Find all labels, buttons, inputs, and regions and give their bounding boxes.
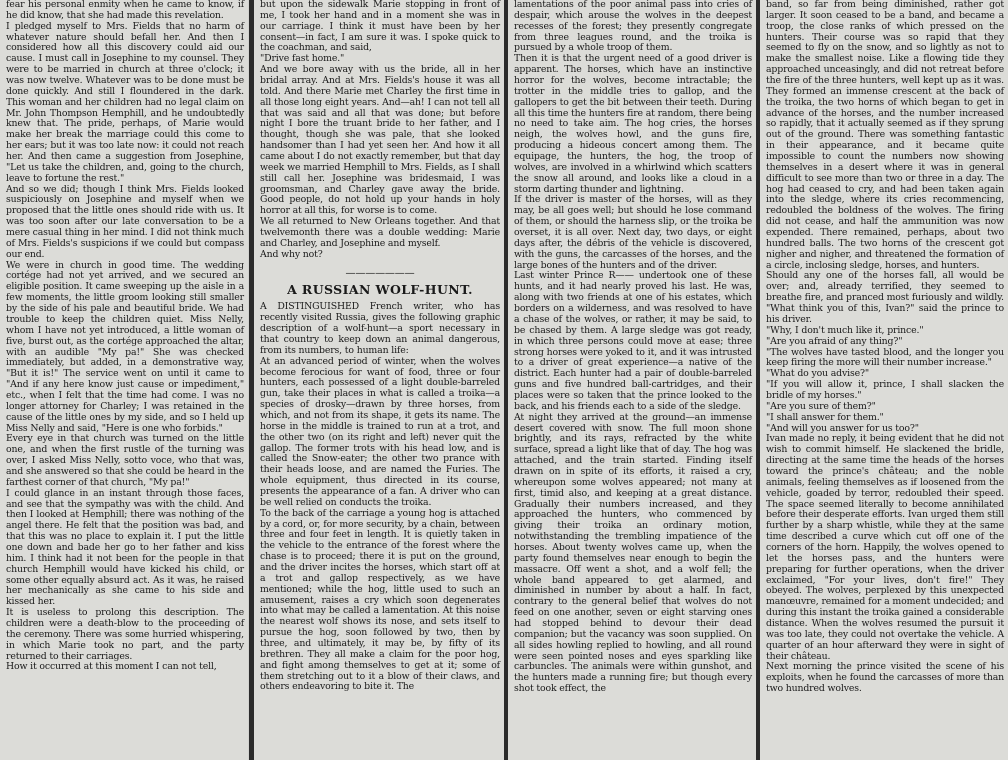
paragraph: "What think you of this, Ivan?" said the prince to his driver. bbox=[766, 303, 1004, 325]
paragraph: "Are you sure of them?" bbox=[766, 400, 876, 412]
paragraph: Every eye in that church was turned on the little one, and when the first rustle of the turning was over, I asked Miss Nelly, sotto voce, who that was, and she answered so that she could be heard in the farthest corner of that church, "My pa!" bbox=[6, 433, 244, 488]
section-divider: ——————— bbox=[345, 267, 415, 279]
paragraph: Should any one of the horses fall, all would be over; and, already terrified, they seemed to breathe fire, and pranced most furiously and wildly. bbox=[766, 270, 1004, 304]
paragraph: And why not? bbox=[260, 248, 323, 260]
paragraph: We were in church in good time. The wedding cortége had not yet arrived, and we secured an eligible position. It came sweeping up the aisle in a few moments, the little groom looking still smaller by the side of his pale and beautiful bride. We had trouble to keep the children quiet. Miss Nelly, whom I have not yet introduced, a little woman of five, burst out, as the cortége approached the altar, with an audible "My pa!" She was checked immediately, but added, in a demonstrative way, "But it is!" The service went on until it came to "And if any here know just cause or impediment," etc., when I felt that the time had come. I was no longer attorney for Charley; I was retained in the cause of the little ones by my side, and so I held up Miss Nelly and said, "Here is one who forbids." bbox=[6, 259, 244, 434]
paragraph: Last winter Prince R—— undertook one of these hunts, and it had nearly proved his last. He was, along with two friends at one of his estates, which borders on a wilderness, and was resolved to have a chase of the wolves, or rather, it may be said, to be chased by them. A large sledge was got ready, in which three persons could move at ease; three strong horses were yoked to it, and it was intrusted to a driver of great experience—a native of the district. Each hunter had a pair of double-barreled guns and five hundred ball-cartridges, and their places were so taken that the prince looked to the back, and his friends each to a side of the sledge. bbox=[514, 270, 752, 412]
paragraph: fear his personal enmity when he came to know, if he did know, that she had made this revelation. bbox=[6, 0, 244, 21]
paragraph: If the driver is master of the horses, will as they may, be all goes well; but should he lose command of them, or should the harness slip, or the troika be overset, it is all over. Next day, two days, or eight days after, the débris of the vehicle is discovered, with the guns, the carcasses of the horses, and the large bones of the hunters and of the driver. bbox=[514, 194, 752, 271]
paragraph: To the back of the carriage a young hog is attached by a cord, or, for more security, by a chain, between three and four feet in length. It is quietly taken in the vehicle to the entrance of the forest where the chase is to proceed; there it is put on the ground, and the driver incites the horses, which start off at a trot and gallop respectively, as we have mentioned; while the hog, little used to such an amusement, raises a cry which soon degenerates into what may be called a lamentation. At this noise the nearest wolf shows its nose, and sets itself to pursue the hog, soon followed by two, then by three, and ultimately, it may be, by fifty of its brethren. They all make a claim for the poor hog, and fight among themselves to get at it; some of them stretching out to it a blow of their claws, and others endeavoring to bite it. The bbox=[260, 507, 500, 693]
paragraph: It is useless to prolong this description. The children were a death-blow to the proceeding of the ceremony. There was some hurried whispering, in which Marie took no part, and the party returned to their carriages. bbox=[6, 607, 244, 662]
paragraph: At night they arrived at the ground—an immense desert covered with snow. The full moon shone brightly, and its rays, refracted by the white surface, spread a light like that of day. The hog was attached, and the train started. Finding itself drawn on in spite of its efforts, it raised a cry, whereupon some wolves appeared; not many at first, timid also, and keeping at a great distance. Gradually their numbers increased, and they approached the hunters, who commenced by giving their troika an ordinary motion, notwithstanding the trembling impatience of the horses. About twenty wolves came up, when the party found themselves near enough to begin the massacre. Off went a shot, and a wolf fell; the whole band appeared to get alarmed, and diminished in number by about a half. In fact, contrary to the general belief that wolves do not feed on one another, seven or eight starving ones had stopped behind to devour their dead companion; but the vacancy was soon supplied. On all sides howling replied to howling, and all round were seen pointed noses and eyes sparkling like carbuncles. The animals were within gunshot, and the hunters made a running fire; but though every shot took effect, the bbox=[514, 411, 752, 695]
column-2 bbox=[254, 0, 504, 760]
column-3-text bbox=[508, 0, 756, 695]
column-3 bbox=[508, 0, 756, 760]
paragraph: band, so far from being diminished, rather got larger. It soon ceased to be a band, and became a troop, the close ranks of which pressed on the hunters. Their course was so rapid that they seemed to fly on the snow, and so lightly as not to make the smallest noise. Like a flowing tide they approached unceasingly, and did not retreat before the fire of the three hunters, well kept up as it was. They formed an immense crescent at the back of the troika, the two horns of which began to get in advance of the horses, and the number increased so rapidly, that it actually seemed as if they sprung out of the ground. There was something fantastic in their appearance, and it became quite impossible to count the numbers now showing themselves in a desert where it was in general difficult to see more than two or three in a day. The hog had ceased to cry, and had been taken again into the sledge, where its cries recommencing, redoubled the boldness of the wolves. The firing did not cease, and half the ammunition was now expended. There remained, perhaps, about two hundred balls. The two horns of the crescent got nigher and nigher, and threatened the formation of a circle, inclosing sledge, horses, and hunters. bbox=[766, 0, 1004, 271]
paragraph: "I shall answer for them." bbox=[766, 411, 884, 423]
paragraph: Ivan made no reply, it being evident that he did not wish to commit himself. He slackened the bridle, directing at the same time the heads of the horses toward the prince's château; and the noble animals, feeling themselves as if loosened from the vehicle, goaded by terror, redoubled their speed. The space seemed literally to become annihilated before their desperate efforts. Ivan urged them still further by a sharp whistle, while they at the same time described a curve which cut off one of the corners of the horn. Happily, the wolves opened to let the horses pass, and the hunters were preparing for further operations, when the driver exclaimed, "For your lives, don't fire!" They obeyed. The wolves, perplexed by this unexpected manœuvre, remained for a moment undecided; and during this instant the troika gained a considerable distance. When the wolves resumed the pursuit it was too late, they could not overtake the vehicle. A quarter of an hour afterward they were in sight of their château. bbox=[766, 433, 1004, 662]
paragraph: I pledged myself to Mrs. Fields that no harm of whatever nature should befall her. And then I considered how all this discovery could aid our cause. I must call in Josephine to my counsel. They were to be married in church at three o'clock; it was now twelve. Whatever was to be done must be done quickly. And still I floundered in the dark. This woman and her children had no legal claim on Mr. John Thompson Hemphill, and he undoubtedly knew that. The pride, perhaps, of Marie would make her break the marriage could this come to her ears; but it was too late now: it could not reach her. And then came a suggestion from Josephine, "Let us take the children, and, going to the church, leave to fortune the rest." bbox=[6, 20, 244, 184]
paragraph: We all returned to New Orleans together. And that twelvemonth there was a double wedding: Marie and Charley, and Josephine and myself. bbox=[260, 216, 500, 249]
column-4-text bbox=[760, 0, 1008, 695]
paragraph: I could glance in an instant through those faces, and see that the sympathy was with the child. And then I looked at Hemphill; there was nothing of the angel there. He felt that the position was bad, and that this was no place to explain it. I put the little one down and bade her go to her father and kiss him. I think had it not been for the people in that church Hemphill would have kicked his child, or some other equally absurd act. As it was, he raised her mechanically as she came to his side and kissed her. bbox=[6, 487, 244, 608]
paragraph: A DISTINGUISHED French writer, who has recently visited Russia, gives the following graphic description of a wolf-hunt—a sport necessary in that country to keep down an animal dangerous, from its numbers, to human life: bbox=[260, 301, 500, 356]
paragraph: Next morning the prince visited the scene of his exploits, when he found the carcasses of more than two hundred wolves. bbox=[766, 661, 1004, 695]
paragraph: lamentations of the poor animal pass into cries of despair, which arouse the wolves in the deepest recesses of the forest; they presently congregate from three leagues round, and the troika is pursued by a whole troop of them. bbox=[514, 0, 752, 54]
paragraph: And so we did; though I think Mrs. Fields looked suspiciously on Josephine and myself when we proposed that the little ones should ride with us. It was too soon after our late conversation to be a mere casual thing in her mind. I did not think much of Mrs. Fields's suspicions if we could but compass our end. bbox=[6, 183, 244, 260]
paragraph: "The wolves have tasted blood, and the longer you keep firing the more will their number increase." bbox=[766, 346, 1004, 369]
paragraph: "Why, I don't much like it, prince." bbox=[766, 324, 924, 336]
column-4 bbox=[760, 0, 1008, 760]
paragraph: Then it is that the urgent need of a good driver is apparent. The horses, which have an instinctive horror for the wolves, become intractable; the trotter in the middle tries to gallop, and the gallopers to get the bit between their teeth. During all this time the hunters fire at random, there being no need to take aim. The hog cries, the horses neigh, the wolves howl, and the guns fire, producing a hideous concert among them. The equipage, the hunters, the hog, the troop of wolves, are involved in a whirlwind which scatters the snow all around, and looks like a cloud in a storm darting thunder and lightning. bbox=[514, 53, 752, 195]
paragraph: "And will you answer for us too?" bbox=[766, 422, 919, 434]
paragraph: And we bore away with us the bride, all in her bridal array. And at Mrs. Fields's house it was all told. And there Marie met Charley the first time in all those long eight years. And—ah! I can not tell all that was said and all that was done; but before night I bore the truant bride to her father, and I thought, though she was pale, that she looked handsomer than I had yet seen her. And how it all came about I do not exactly remember, but that day week we married Hemphill to Mrs. Fields, as I shall still call her. Josephine was bridesmaid, I was groomsman, and Charley gave away the bride. Good people, do not hold up your hands in holy horror at all this, for worse is to come. bbox=[260, 64, 500, 217]
paragraph: "Are you afraid of any thing?" bbox=[766, 335, 903, 347]
paragraph: At an advanced period of winter, when the wolves become ferocious for want of food, three or four hunters, each possessed of a light double-barreled gun, take their places in what is called a troika—a species of drosky—drawn by three horses, from which, and not from its shape, it gets its name. The horse in the middle is trained to run at a trot, and the other two (on its right and left) never quit the gallop. The former trots with his head low, and is called the Snow-eater; the other two prance with their heads loose, and are named the Furies. The whole equipment, thus directed in its course, presents the appearance of a fan. A driver who can be well relied on conducts the troika. bbox=[260, 355, 500, 508]
paragraph: How it occurred at this moment I can not tell, bbox=[6, 661, 217, 673]
paragraph: "What do you advise?" bbox=[766, 368, 869, 380]
paragraph: "If you will allow it, prince, I shall slacken the bridle of my horses." bbox=[766, 379, 1004, 401]
paragraph: but upon the sidewalk Marie stopping in front of me, I took her hand and in a moment she was in our carriage. I think it must have been by her consent—in fact, I am sure it was. I spoke quick to the coachman, and said, bbox=[260, 0, 500, 54]
column-2-text bbox=[254, 0, 504, 693]
paragraph: "Drive fast home." bbox=[260, 53, 345, 65]
column-1-text bbox=[0, 0, 248, 673]
column-1 bbox=[0, 0, 248, 760]
article-heading: A RUSSIAN WOLF-HUNT. bbox=[287, 282, 473, 298]
